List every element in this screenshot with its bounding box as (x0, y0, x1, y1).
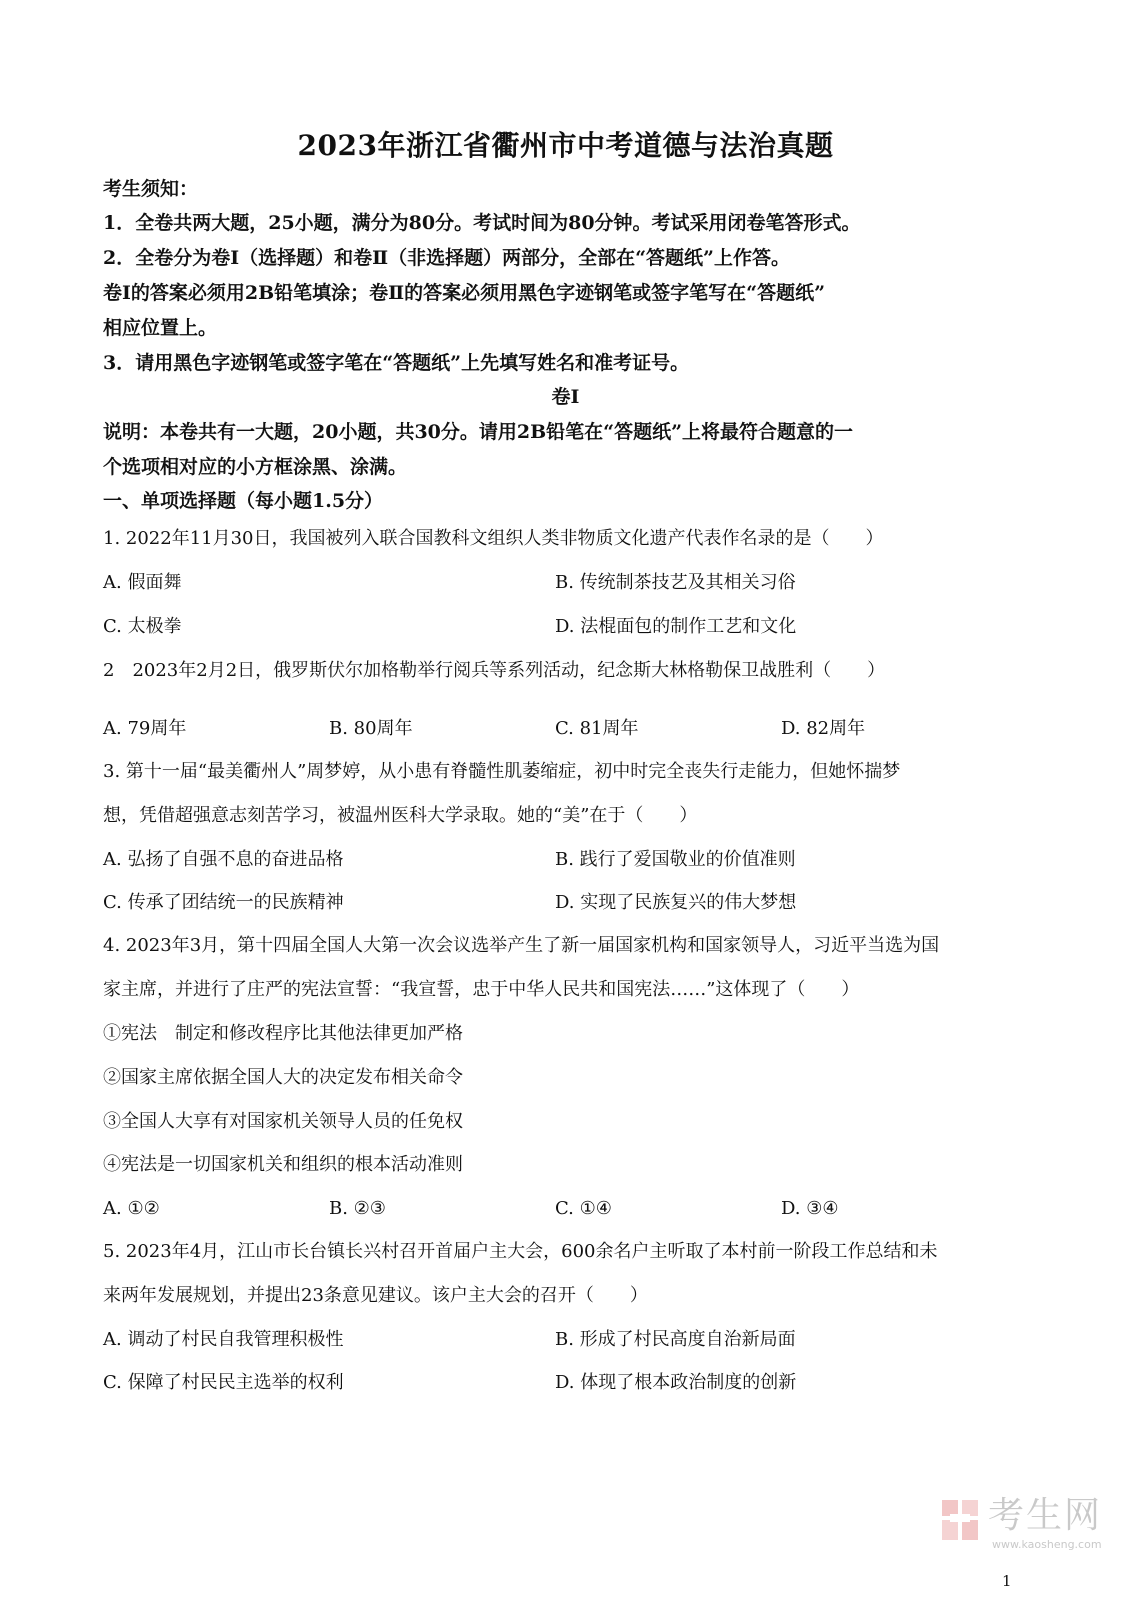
q3-option-c: C. 传承了团结统一的民族精神 (103, 892, 344, 913)
q4-statement-2: ②国家主席依据全国人大的决定发布相关命令 (103, 1067, 463, 1088)
notice-line-2: 2．全卷分为卷Ⅰ（选择题）和卷Ⅱ（非选择题）两部分，全部在“答题纸”上作答。 (103, 247, 790, 269)
q4-option-a: A. ①② (103, 1198, 160, 1219)
watermark (940, 1494, 1110, 1558)
q2-option-c: C. 81周年 (555, 718, 639, 739)
q2-option-d: D. 82周年 (781, 718, 866, 739)
watermark-url: www.kaosheng.com (992, 1538, 1102, 1551)
q2-option-a: A. 79周年 (103, 718, 187, 739)
q5-option-b: B. 形成了村民高度自治新局面 (555, 1329, 796, 1350)
question-4-stem-2: 家主席，并进行了庄严的宪法宣誓：“我宣誓，忠于中华人民共和国宪法……”这体现了（ ） (103, 979, 860, 1000)
q4-option-c: C. ①④ (555, 1198, 612, 1219)
q2-option-b: B. 80周年 (329, 718, 413, 739)
q5-option-c: C. 保障了村民民主选举的权利 (103, 1372, 344, 1393)
q4-statement-1: ①宪法 制定和修改程序比其他法律更加严格 (103, 1023, 463, 1044)
q1-option-d: D. 法棍面包的制作工艺和文化 (555, 616, 797, 637)
watermark-logo-icon (940, 1496, 980, 1544)
q1-option-a: A. 假面舞 (103, 572, 182, 593)
notice-line-5: 3．请用黑色字迹钢笔或签字笔在“答题纸”上先填写姓名和准考证号。 (103, 352, 690, 374)
question-4-stem-1: 4. 2023年3月，第十四届全国人大第一次会议选举产生了新一届国家机构和国家领导人，习近平当选为国 (103, 935, 940, 956)
question-3-stem-1: 3. 第十一届“最美衢州人”周梦婷，从小患有脊髓性肌萎缩症，初中时完全丧失行走能力，但她怀揣梦 (103, 761, 901, 782)
page-number: 1 (1002, 1572, 1012, 1590)
q1-option-b: B. 传统制茶技艺及其相关习俗 (555, 572, 796, 593)
q5-option-a: A. 调动了村民自我管理积极性 (103, 1329, 344, 1350)
page-title: 2023年浙江省衢州市中考道德与法治真题 (297, 129, 834, 162)
q4-statement-3: ③全国人大享有对国家机关领导人员的任免权 (103, 1111, 463, 1132)
part-heading: 卷Ⅰ (551, 386, 580, 408)
question-3-stem-2: 想，凭借超强意志刻苦学习，被温州医科大学录取。她的“美”在于（ ） (103, 805, 698, 826)
notice-line-3: 卷Ⅰ的答案必须用2B铅笔填涂；卷Ⅱ的答案必须用黑色字迹钢笔或签字笔写在“答题纸” (103, 282, 826, 304)
part-desc-1: 说明：本卷共有一大题，20小题，共30分。请用2B铅笔在“答题纸”上将最符合题意的一 (103, 421, 854, 443)
question-5-stem-2: 来两年发展规划，并提出23条意见建议。该户主大会的召开（ ） (103, 1285, 648, 1306)
notice-line-1: 1．全卷共两大题，25小题，满分为80分。考试时间为80分钟。考试采用闭卷笔答形式。 (103, 212, 861, 234)
q4-statement-4: ④宪法是一切国家机关和组织的根本活动准则 (103, 1154, 463, 1175)
question-1-stem: 1. 2022年11月30日，我国被列入联合国教科文组织人类非物质文化遗产代表作名录的是（ ） (103, 528, 884, 549)
watermark-text: 考生网 (988, 1495, 1103, 1536)
question-5-stem-1: 5. 2023年4月，江山市长台镇长兴村召开首届户主大会，600余名户主听取了本村前一阶段工作总结和未 (103, 1241, 938, 1262)
q3-option-a: A. 弘扬了自强不息的奋进品格 (103, 849, 344, 870)
section-heading: 一、单项选择题（每小题1.5分） (103, 490, 384, 512)
q4-option-b: B. ②③ (329, 1198, 386, 1219)
q5-option-d: D. 体现了根本政治制度的创新 (555, 1372, 797, 1393)
q3-option-b: B. 践行了爱国敬业的价值准则 (555, 849, 796, 870)
question-2-stem: 2 2023年2月2日，俄罗斯伏尔加格勒举行阅兵等系列活动，纪念斯大林格勒保卫战胜利（ ） (103, 660, 886, 681)
q3-option-d: D. 实现了民族复兴的伟大梦想 (555, 892, 797, 913)
part-desc-2: 个选项相对应的小方框涂黑、涂满。 (103, 456, 408, 478)
notice-line-4: 相应位置上。 (103, 317, 218, 339)
q4-option-d: D. ③④ (781, 1198, 839, 1219)
q1-option-c: C. 太极拳 (103, 616, 182, 637)
notice-heading: 考生须知： (103, 178, 199, 200)
